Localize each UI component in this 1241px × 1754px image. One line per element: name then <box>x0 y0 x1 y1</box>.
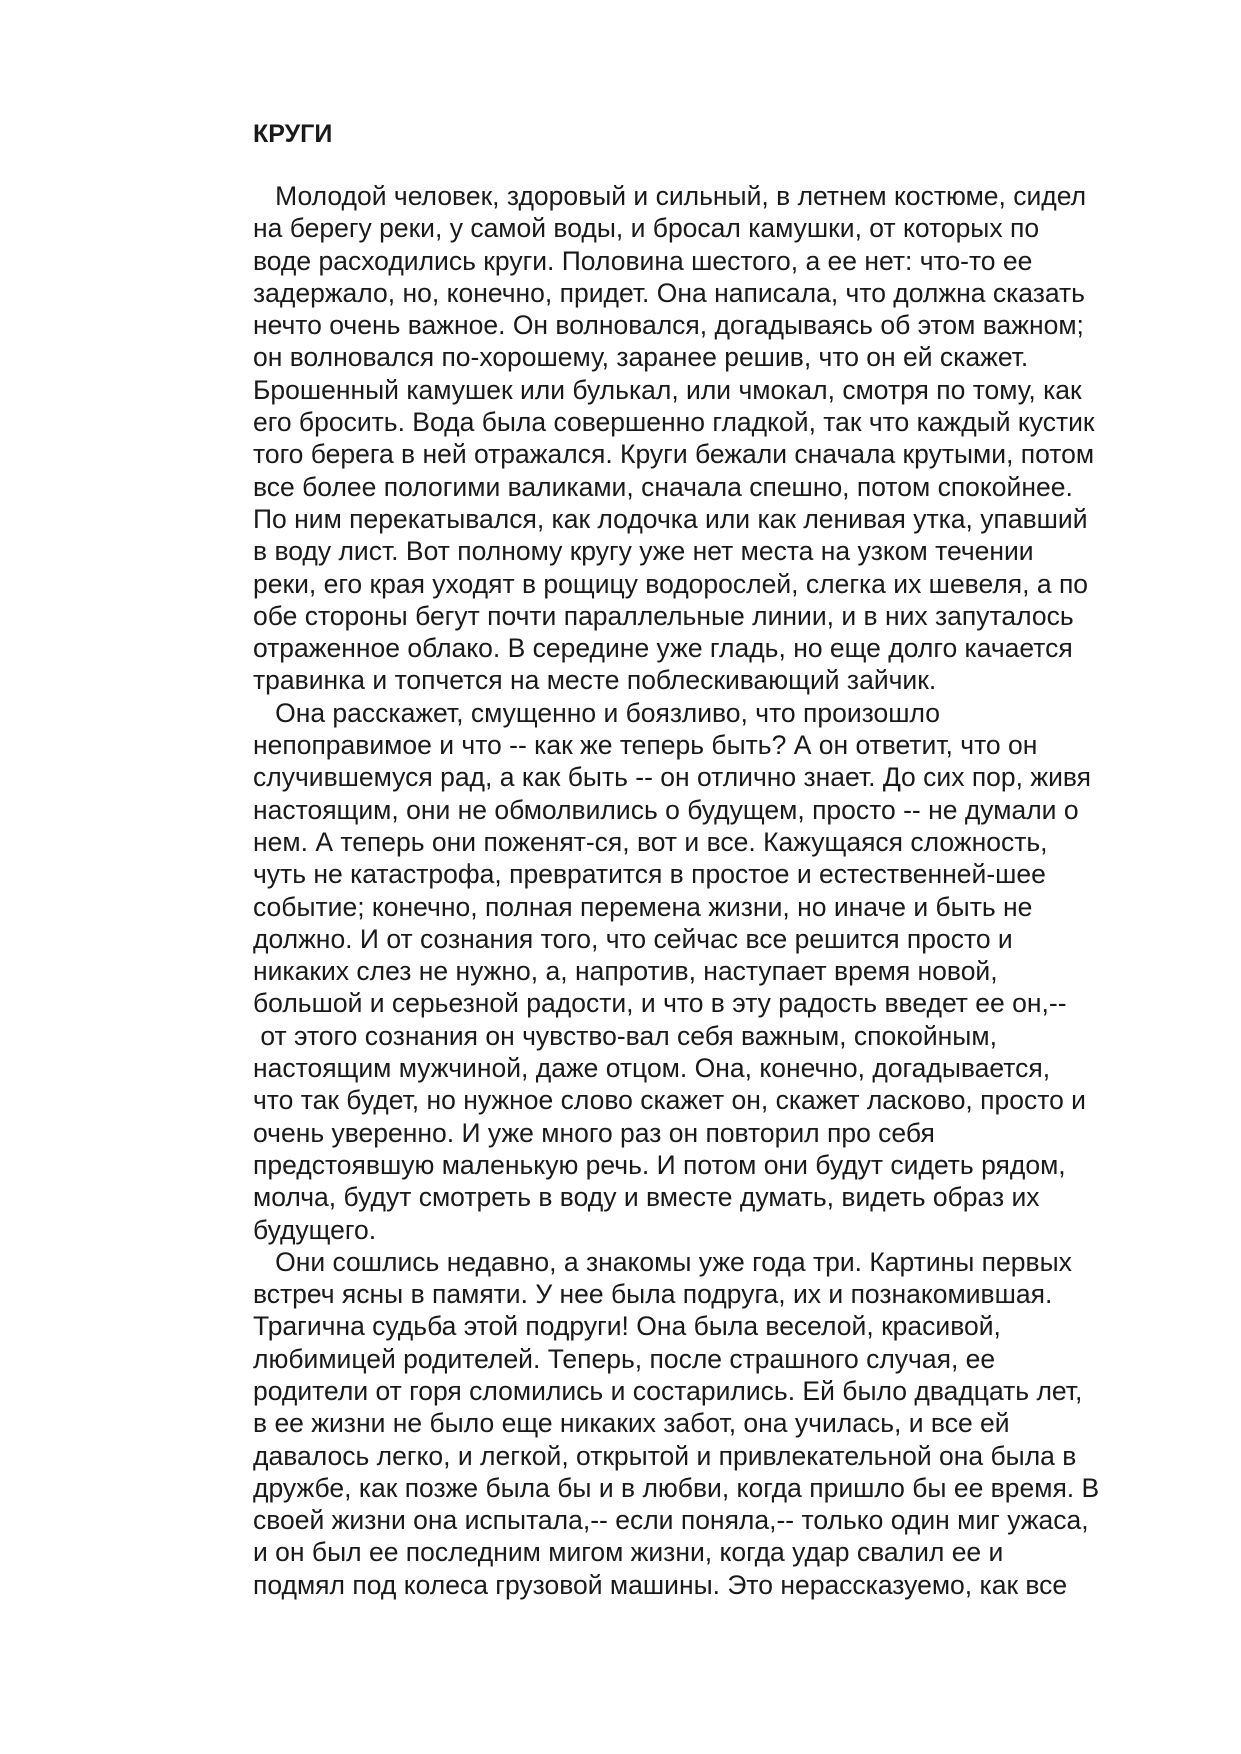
text-line: настоящим мужчиной, даже отцом. Она, конечно, догадывается, <box>253 1053 1051 1084</box>
text-line: в ее жизни не было еще никаких забот, она училась, и все ей <box>253 1408 1010 1439</box>
text-line: предстоявшую маленькую речь. И потом они будут сидеть рядом, <box>253 1149 1066 1180</box>
text-line: того берега в ней отражался. Круги бежали сначала крутыми, потом <box>253 439 1095 470</box>
text-line: будущего. <box>253 1214 377 1245</box>
text-line: своей жизни она испытала,-- если поняла,-- только один миг ужаса, <box>253 1505 1089 1536</box>
text-line: большой и серьезной радости, и что в эту радость введет ее он,-- <box>253 988 1067 1019</box>
text-line: любимицей родителей. Теперь, после страшного случая, ее <box>253 1343 996 1374</box>
text-line: По ним перекатывался, как лодочка или как ленивая утка, упавший <box>253 503 1088 534</box>
text-line: очень уверенно. И уже много раз он повторил про себя <box>253 1117 935 1148</box>
text-line: нем. А теперь они поженят-ся, вот и все. Кажущаяся сложность, <box>253 826 1048 857</box>
text-line: настоящим, они не обмолвились о будущем, просто -- не думали о <box>253 794 1079 825</box>
text-line: непоправимое и что -- как же теперь быть? А он ответит, что он <box>253 730 1038 761</box>
text-line: Брошенный камушек или булькал, или чмокал, смотря по тому, как <box>253 374 1082 405</box>
text-line: что так будет, но нужное слово скажет он, скажет ласково, просто и <box>253 1085 1086 1116</box>
text-line: отраженное облако. В середине уже гладь, но еще долго качается <box>253 633 1073 664</box>
text-line: чуть не катастрофа, превратится в простое и естественней-шее <box>253 859 1046 890</box>
text-line: случившемуся рад, а как быть -- он отлично знает. До сих пор, живя <box>253 762 1092 793</box>
text-line: событие; конечно, полная перемена жизни, но иначе и быть не <box>253 891 1033 922</box>
text-line: никаких слез не нужно, а, напротив, наступает время новой, <box>253 956 998 987</box>
text-line: задержало, но, конечно, придет. Она написала, что должна сказать <box>253 277 1085 308</box>
text-line: Они сошлись недавно, а знакомы уже года три. Картины первых <box>253 1246 1072 1277</box>
text-line: в воду лист. Вот полному кругу уже нет места на узком течении <box>253 536 1034 567</box>
text-line: должно. И от сознания того, что сейчас все решится просто и <box>253 923 1013 954</box>
text-line: подмял под колеса грузовой машины. Это нерассказуемо, как все <box>253 1569 1068 1600</box>
text-line: дружбе, как позже была бы и в любви, когда пришло бы ее время. В <box>253 1472 1100 1503</box>
text-line: его бросить. Вода была совершенно гладкой, так что каждый кустик <box>253 407 1095 438</box>
text-line: воде расходились круги. Половина шестого, а ее нет: что-то ее <box>253 245 1033 276</box>
text-line: давалось легко, и легкой, открытой и привлекательной она была в <box>253 1440 1077 1471</box>
text-line: Она расскажет, смущенно и боязливо, что произошло <box>253 697 940 728</box>
text-line: нечто очень важное. Он волновался, догадываясь об этом важном; <box>253 310 1084 341</box>
text-line: Трагична судьба этой подруги! Она была веселой, красивой, <box>253 1311 1001 1342</box>
text-line: молча, будут смотреть в воду и вместе думать, видеть образ их <box>253 1182 1040 1213</box>
text-line: от этого сознания он чувство-вал себя важным, спокойным, <box>253 1020 997 1051</box>
text-line: обе стороны бегут почти параллельные линии, и в них запуталось <box>253 600 1074 631</box>
text-line: травинка и топчется на месте поблескивающий зайчик. <box>253 665 937 696</box>
body-text <box>253 180 1193 1601</box>
text-line: встреч ясны в памяти. У нее была подруга, их и познакомившая. <box>253 1279 1053 1310</box>
text-line: он волновался по-хорошему, заранее решив, что он ей скажет. <box>253 342 1029 373</box>
text-line: родители от горя сломились и состарились. Ей было двадцать лет, <box>253 1375 1083 1406</box>
text-line: Молодой человек, здоровый и сильный, в летнем костюме, сидел <box>253 181 1087 211</box>
text-line: и он был ее последним мигом жизни, когда удар свалил ее и <box>253 1537 1004 1568</box>
text-line: реки, его края уходят в рощицу водорослей, слегка их шевеля, а по <box>253 568 1089 599</box>
text-line: все более пологими валиками, сначала спешно, потом спокойнее. <box>253 471 1073 502</box>
text-line: на берегу реки, у самой воды, и бросал камушки, от которых по <box>253 213 1040 244</box>
page-title: КРУГИ <box>253 120 333 148</box>
